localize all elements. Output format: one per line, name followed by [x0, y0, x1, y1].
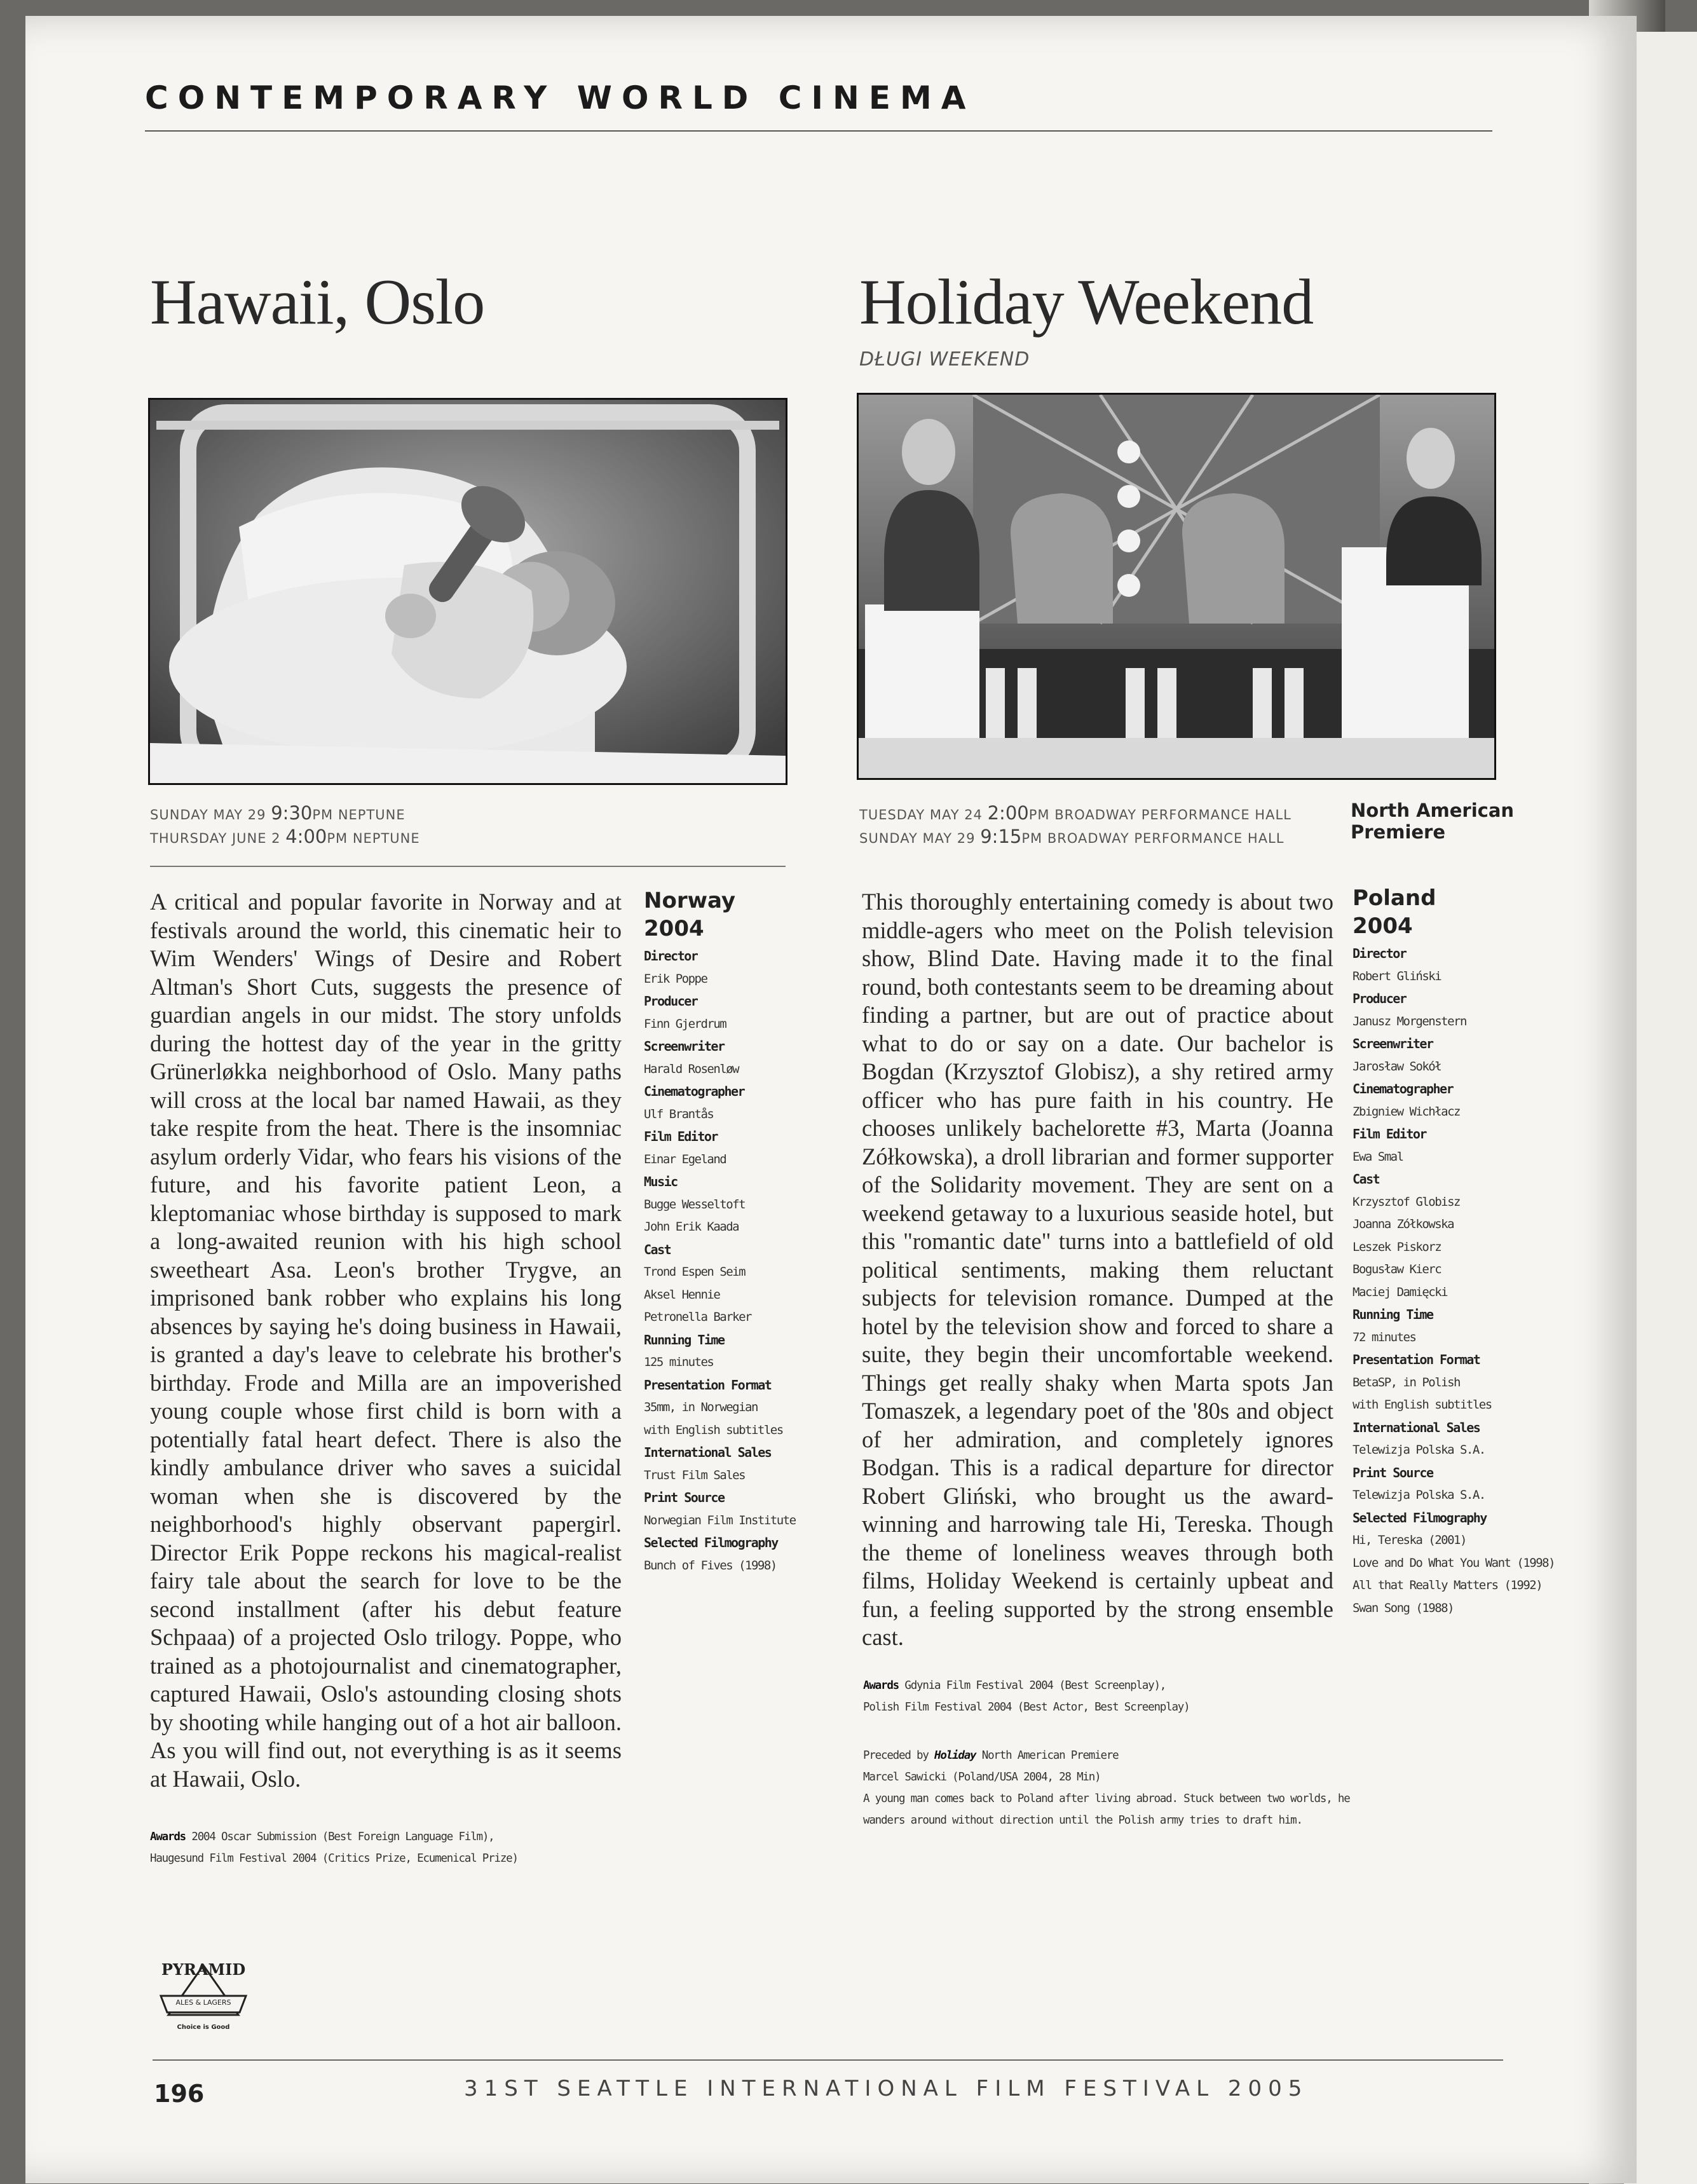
credit-value: Telewizja Polska S.A.	[1353, 1488, 1485, 1502]
country: Poland	[1353, 885, 1436, 911]
credit-value: Trond Espen Seim	[644, 1265, 746, 1279]
credit-value: Telewizja Polska S.A.	[1353, 1443, 1485, 1457]
credit-value: with English subtitles	[1353, 1398, 1492, 1412]
credit-label: International Sales	[1353, 1419, 1480, 1435]
premiere-line: North American	[1351, 800, 1515, 821]
credit-label: Running Time	[644, 1332, 725, 1348]
section-heading: CONTEMPORARY WORLD CINEMA	[145, 79, 976, 116]
premiere-badge	[1351, 800, 1514, 843]
short-film-description: A young man comes back to Poland after living abroad. Stuck between two worlds, he	[863, 1792, 1350, 1805]
credits-list	[1353, 943, 1555, 1620]
credit-label: Film Editor	[644, 1129, 718, 1144]
credit-value: All that Really Matters (1992)	[1353, 1578, 1543, 1592]
credit-label: Running Time	[1353, 1307, 1433, 1322]
credit-value: Swan Song (1988)	[1353, 1600, 1454, 1615]
credit-label: Director	[1353, 946, 1407, 961]
film-credits-left	[644, 887, 796, 1577]
credit-value: Harald Rosenløw	[644, 1061, 739, 1076]
original-title: DŁUGI WEEKEND	[859, 348, 1030, 371]
page-number: 196	[154, 2080, 205, 2108]
credit-value: Love and Do What You Want (1998)	[1353, 1555, 1555, 1570]
preceded-line: Preceded by Holiday North American Premiere	[863, 1749, 1119, 1762]
credit-label: Cinematographer	[644, 1084, 745, 1099]
credit-value: Finn Gjerdrum	[644, 1016, 726, 1031]
credit-value: Hi, Tereska (2001)	[1353, 1533, 1466, 1547]
credit-label: Producer	[644, 993, 698, 1009]
credit-value: Einar Egeland	[644, 1152, 726, 1166]
footer-rule	[153, 2059, 1503, 2061]
credit-value: 72 minutes	[1353, 1330, 1416, 1344]
screening-times-left	[150, 802, 420, 849]
credit-value: Petronella Barker	[644, 1310, 751, 1324]
year: 2004	[644, 916, 704, 941]
film-still-left	[148, 398, 787, 785]
film-title-left: Hawaii, Oslo	[150, 266, 485, 338]
credit-label: Print Source	[1353, 1464, 1433, 1480]
awards-line: Awards 2004 Oscar Submission (Best Foreign Language Film),	[150, 1831, 494, 1843]
preceded-by-short	[863, 1745, 1350, 1831]
synopsis-left	[150, 888, 622, 1793]
credit-value: 125 minutes	[644, 1355, 714, 1369]
logo-tagline: Choice is Good	[177, 2024, 230, 2031]
credit-label: Screenwriter	[1353, 1036, 1433, 1051]
credit-label: Presentation Format	[1353, 1352, 1480, 1367]
credit-value: Erik Poppe	[644, 971, 707, 986]
credit-label: Selected Filmography	[1353, 1510, 1487, 1525]
awards-line: Haugesund Film Festival 2004 (Critics Prize, Ecumenical Prize)	[150, 1852, 518, 1865]
logo-word: PYRAMID	[161, 1960, 246, 1979]
credit-label: Cast	[644, 1241, 671, 1257]
credit-value: Janusz Morgenstern	[1353, 1014, 1466, 1028]
credit-value: Leszek Piskorz	[1353, 1239, 1441, 1254]
short-film-description: wanders around without direction until the Polish army tries to draft him.	[863, 1814, 1302, 1827]
credit-label: Selected Filmography	[644, 1535, 778, 1550]
film-still-right	[857, 393, 1496, 780]
credit-value: 35mm, in Norwegian	[644, 1400, 758, 1414]
credit-value: Maciej Damięcki	[1353, 1285, 1448, 1299]
screening-row: SUNDAY MAY 29 9:30PM NEPTUNE	[150, 802, 406, 824]
year: 2004	[1353, 913, 1413, 939]
synopsis-right	[862, 888, 1333, 1652]
credit-value: Bunch of Fives (1998)	[644, 1558, 777, 1573]
credit-label: Producer	[1353, 991, 1407, 1006]
credit-label: Screenwriter	[644, 1039, 725, 1054]
short-film-credit: Marcel Sawicki (Poland/USA 2004, 28 Min)	[863, 1771, 1101, 1784]
credit-value: Trust Film Sales	[644, 1468, 746, 1482]
header-rule	[145, 130, 1492, 132]
credit-value: Joanna Zółkowska	[1353, 1217, 1454, 1231]
festival-name: 31ST SEATTLE INTERNATIONAL FILM FESTIVAL 2005	[464, 2076, 1309, 2101]
credit-value: Zbigniew Wichłacz	[1353, 1104, 1460, 1119]
credit-value: Ulf Brantås	[644, 1107, 714, 1121]
credit-value: Bugge Wesseltoft	[644, 1197, 746, 1211]
credit-value: Aksel Hennie	[644, 1287, 720, 1302]
credit-label: Presentation Format	[644, 1377, 772, 1393]
awards-right	[863, 1675, 1189, 1718]
credit-label: Film Editor	[1353, 1126, 1426, 1142]
screening-times-right	[859, 802, 1291, 849]
credits-list	[644, 945, 796, 1577]
country: Norway	[644, 888, 736, 913]
baby-in-crib-photo	[150, 400, 786, 783]
awards-line: Awards Gdynia Film Festival 2004 (Best Screenplay),	[863, 1679, 1166, 1692]
awards-left	[150, 1826, 518, 1869]
credit-label: Director	[644, 948, 698, 964]
screening-row: THURSDAY JUNE 2 4:00PM NEPTUNE	[150, 826, 420, 847]
tv-studio-photo	[859, 395, 1494, 778]
film-title-right: Holiday Weekend	[859, 266, 1314, 338]
credit-value: BetaSP, in Polish	[1353, 1375, 1460, 1389]
credit-label: International Sales	[644, 1445, 772, 1460]
credit-value: John Erik Kaada	[644, 1220, 739, 1234]
credit-label: Print Source	[644, 1490, 725, 1505]
synopsis-paragraph: This thoroughly entertaining comedy is about two middle-agers who meet on the Polish television show, Blind Date. Having made it to the final round, both contestants seem to be dreaming about finding a partner, but are out of practice about what to do or say on a date. Our bachelor is Bogdan (Krzysztof Globisz), a shy retired army officer who has pure faith in his country. He chooses unlikely bachelorette #3, Marta (Joanna Zółkowska), a droll librarian and former supporter of the Solidarity movement. They are sent on a weekend getaway to a luxurious seaside hotel, but this "romantic date" turns into a battlefield of old political sentiments, making them reluctant subjects for television romance. Dumped at the hotel by the television show and forced to share a suite, they begin their uncomfortable weekend. Things get really shaky when Marta spots Jan Tomaszek, a legendary poet of the '80s and object of her admiration, and completely ignores Bodgan. This is a radical departure for director Robert Gliński, who brought us the award-winning and harrowing tale Hi, Tereska. Though the theme of loneliness weaves through both films, Holiday Weekend is certainly upbeat and fun, a feeling supported by the strong ensemble cast.	[862, 889, 1333, 1650]
credit-label: Cast	[1353, 1171, 1380, 1187]
synopsis-paragraph: A critical and popular favorite in Norway and at festivals around the world, this cinematic heir to Wim Wenders' Wings of Desire and Robert Altman's Short Cuts, suggests the presence of guardian angels in our midst. The story unfolds during the hottest day of the year in the gritty Grünerløkka neighborhood of Oslo. Many paths will cross at the local bar named Hawaii, as they take respite from the heat. There is the insomniac asylum orderly Vidar, who fears his visions of the future, and his favorite patient Leon, a kleptomaniac whose birthday is supposed to mark a long-awaited reunion with his high school sweetheart Asa. Leon's brother Trygve, an imprisoned bank robber who explains his long absences by saying he's doing business in Hawaii, is granted a day's leave to celebrate his brother's birthday. Frode and Milla are an impoverished young couple whose first child is born with a potentially fatal heart defect. There is also the kindly ambulance driver who saves a suicidal woman when she is discovered by the neighborhood's highly observant papergirl. Director Erik Poppe reckons his magical-realist fairy tale about the search for love to be the second installment (after his debut feature Schpaaa) of a projected Oslo trilogy. Poppe, who trained as a photojournalist and cinematographer, captured Hawaii, Oslo's astounding closing shots by shooting while hanging out of a hot air balloon. As you will find out, not everything is as it seems at Hawaii, Oslo.	[150, 889, 622, 1792]
credit-label: Cinematographer	[1353, 1081, 1454, 1096]
film-credits-right	[1353, 884, 1555, 1620]
credit-value: Jarosław Sokół	[1353, 1059, 1441, 1074]
credit-value: with English subtitles	[644, 1423, 783, 1437]
credit-value: Krzysztof Globisz	[1353, 1194, 1460, 1209]
screening-row: TUESDAY MAY 24 2:00PM BROADWAY PERFORMANCE HALL	[859, 802, 1291, 824]
awards-line: Polish Film Festival 2004 (Best Actor, Best Screenplay)	[863, 1701, 1190, 1714]
screening-row: SUNDAY MAY 29 9:15PM BROADWAY PERFORMANCE HALL	[859, 826, 1285, 847]
sponsor-logo	[156, 1951, 251, 2040]
credit-label: Music	[644, 1174, 678, 1189]
credit-value: Robert Gliński	[1353, 969, 1441, 983]
credit-value: Norwegian Film Institute	[644, 1513, 796, 1527]
credit-value: Ewa Smal	[1353, 1149, 1403, 1164]
logo-ribbon: ALES & LAGERS	[175, 1998, 231, 2007]
screening-rule-left	[150, 866, 786, 867]
credit-value: Bogusław Kierc	[1353, 1262, 1441, 1276]
premiere-line: Premiere	[1351, 821, 1446, 843]
